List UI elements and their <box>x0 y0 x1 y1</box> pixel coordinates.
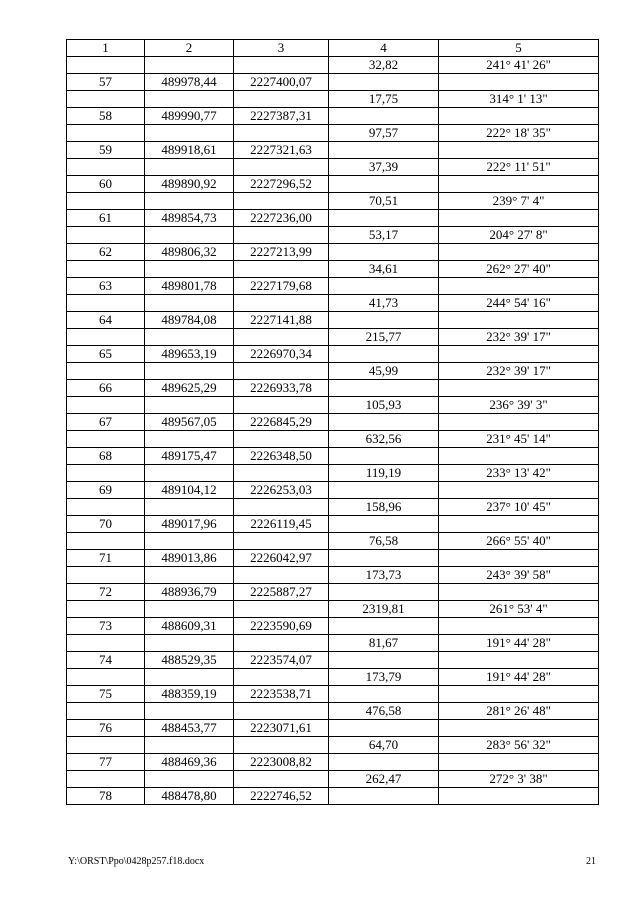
empty-cell <box>439 584 599 601</box>
point-number: 70 <box>67 516 145 533</box>
empty-cell <box>234 771 329 788</box>
segment-row <box>67 533 599 550</box>
point-number: 64 <box>67 312 145 329</box>
empty-cell <box>145 261 234 278</box>
segment-angle: 222° 18' 35" <box>439 125 599 142</box>
header-cell-point: 1 <box>67 40 145 57</box>
segment-length: 262,47 <box>329 771 439 788</box>
point-row <box>67 550 599 567</box>
point-row <box>67 176 599 193</box>
empty-cell <box>439 618 599 635</box>
segment-row <box>67 363 599 380</box>
segment-row <box>67 125 599 142</box>
segment-length: 97,57 <box>329 125 439 142</box>
empty-cell <box>439 244 599 261</box>
segment-row <box>67 227 599 244</box>
point-number: 75 <box>67 686 145 703</box>
segment-angle: 261° 53' 4" <box>439 601 599 618</box>
point-y: 2227400,07 <box>234 74 329 91</box>
point-number: 72 <box>67 584 145 601</box>
segment-length: 53,17 <box>329 227 439 244</box>
empty-cell <box>145 499 234 516</box>
point-row <box>67 210 599 227</box>
empty-cell <box>234 669 329 686</box>
segment-length: 215,77 <box>329 329 439 346</box>
empty-cell <box>329 346 439 363</box>
empty-cell <box>234 193 329 210</box>
empty-cell <box>329 108 439 125</box>
empty-cell <box>67 737 145 754</box>
empty-cell <box>67 771 145 788</box>
empty-cell <box>439 346 599 363</box>
footer-file-path: Y:\ORST\Ppo\0428p257.f18.docx <box>68 856 205 867</box>
point-row <box>67 618 599 635</box>
point-row <box>67 652 599 669</box>
empty-cell <box>234 227 329 244</box>
empty-cell <box>67 431 145 448</box>
segment-row <box>67 703 599 720</box>
point-row <box>67 720 599 737</box>
point-number: 57 <box>67 74 145 91</box>
empty-cell <box>329 414 439 431</box>
empty-cell <box>234 91 329 108</box>
empty-cell <box>145 567 234 584</box>
point-y: 2225887,27 <box>234 584 329 601</box>
point-y: 2226933,78 <box>234 380 329 397</box>
point-y: 2227236,00 <box>234 210 329 227</box>
point-x: 488453,77 <box>145 720 234 737</box>
empty-cell <box>145 465 234 482</box>
empty-cell <box>145 125 234 142</box>
segment-row <box>67 91 599 108</box>
point-number: 59 <box>67 142 145 159</box>
empty-cell <box>329 720 439 737</box>
point-y: 2226042,97 <box>234 550 329 567</box>
empty-cell <box>145 703 234 720</box>
empty-cell <box>439 176 599 193</box>
segment-row <box>67 261 599 278</box>
segment-length: 119,19 <box>329 465 439 482</box>
empty-cell <box>439 414 599 431</box>
segment-row <box>67 193 599 210</box>
segment-row <box>67 397 599 414</box>
segment-length: 45,99 <box>329 363 439 380</box>
empty-cell <box>234 125 329 142</box>
point-row <box>67 244 599 261</box>
segment-length: 70,51 <box>329 193 439 210</box>
empty-cell <box>329 312 439 329</box>
segment-row <box>67 499 599 516</box>
point-y: 2227141,88 <box>234 312 329 329</box>
empty-cell <box>145 91 234 108</box>
segment-angle: 222° 11' 51" <box>439 159 599 176</box>
segment-angle: 241° 41' 26" <box>439 57 599 74</box>
empty-cell <box>67 329 145 346</box>
empty-cell <box>329 380 439 397</box>
segment-angle: 237° 10' 45" <box>439 499 599 516</box>
segment-row <box>67 295 599 312</box>
empty-cell <box>67 601 145 618</box>
empty-cell <box>67 635 145 652</box>
empty-cell <box>145 57 234 74</box>
empty-cell <box>145 533 234 550</box>
segment-length: 32,82 <box>329 57 439 74</box>
empty-cell <box>234 159 329 176</box>
segment-row <box>67 57 599 74</box>
point-row <box>67 142 599 159</box>
empty-cell <box>329 516 439 533</box>
empty-cell <box>439 312 599 329</box>
empty-cell <box>145 227 234 244</box>
point-row <box>67 448 599 465</box>
point-y: 2226253,03 <box>234 482 329 499</box>
empty-cell <box>439 754 599 771</box>
empty-cell <box>67 669 145 686</box>
point-row <box>67 278 599 295</box>
empty-cell <box>67 227 145 244</box>
point-row <box>67 380 599 397</box>
point-x: 489990,77 <box>145 108 234 125</box>
empty-cell <box>234 533 329 550</box>
segment-angle: 191° 44' 28" <box>439 635 599 652</box>
header-cell-y: 3 <box>234 40 329 57</box>
footer-page-number: 21 <box>586 856 596 867</box>
segment-angle: 191° 44' 28" <box>439 669 599 686</box>
point-x: 489978,44 <box>145 74 234 91</box>
point-y: 2226970,34 <box>234 346 329 363</box>
empty-cell <box>234 499 329 516</box>
segment-length: 2319,81 <box>329 601 439 618</box>
segment-angle: 236° 39' 3" <box>439 397 599 414</box>
segment-angle: 283° 56' 32" <box>439 737 599 754</box>
point-number: 78 <box>67 788 145 805</box>
point-x: 488469,36 <box>145 754 234 771</box>
point-x: 488936,79 <box>145 584 234 601</box>
segment-angle: 232° 39' 17" <box>439 363 599 380</box>
point-number: 63 <box>67 278 145 295</box>
point-x: 489806,32 <box>145 244 234 261</box>
point-number: 60 <box>67 176 145 193</box>
point-x: 489175,47 <box>145 448 234 465</box>
point-x: 489104,12 <box>145 482 234 499</box>
empty-cell <box>329 550 439 567</box>
segment-length: 105,93 <box>329 397 439 414</box>
empty-cell <box>67 91 145 108</box>
empty-cell <box>329 142 439 159</box>
point-x: 489625,29 <box>145 380 234 397</box>
point-number: 68 <box>67 448 145 465</box>
empty-cell <box>67 295 145 312</box>
segment-angle: 231° 45' 14" <box>439 431 599 448</box>
point-x: 488529,35 <box>145 652 234 669</box>
point-x: 489653,19 <box>145 346 234 363</box>
segment-angle: 281° 26' 48" <box>439 703 599 720</box>
segment-length: 158,96 <box>329 499 439 516</box>
point-x: 488478,80 <box>145 788 234 805</box>
empty-cell <box>439 516 599 533</box>
empty-cell <box>145 295 234 312</box>
point-row <box>67 516 599 533</box>
point-y: 2222746,52 <box>234 788 329 805</box>
empty-cell <box>234 601 329 618</box>
point-x: 489890,92 <box>145 176 234 193</box>
point-number: 61 <box>67 210 145 227</box>
segment-row <box>67 669 599 686</box>
point-number: 65 <box>67 346 145 363</box>
point-y: 2223008,82 <box>234 754 329 771</box>
table-header-row <box>67 40 599 57</box>
empty-cell <box>329 448 439 465</box>
empty-cell <box>145 397 234 414</box>
point-number: 74 <box>67 652 145 669</box>
point-x: 489801,78 <box>145 278 234 295</box>
empty-cell <box>329 74 439 91</box>
empty-cell <box>329 754 439 771</box>
empty-cell <box>67 193 145 210</box>
empty-cell <box>329 652 439 669</box>
empty-cell <box>329 788 439 805</box>
point-number: 77 <box>67 754 145 771</box>
point-y: 2223071,61 <box>234 720 329 737</box>
segment-row <box>67 465 599 482</box>
header-cell-length: 4 <box>329 40 439 57</box>
empty-cell <box>234 397 329 414</box>
point-x: 488359,19 <box>145 686 234 703</box>
empty-cell <box>234 737 329 754</box>
point-x: 489784,08 <box>145 312 234 329</box>
point-x: 489854,73 <box>145 210 234 227</box>
empty-cell <box>329 686 439 703</box>
segment-length: 632,56 <box>329 431 439 448</box>
empty-cell <box>329 584 439 601</box>
segment-length: 476,58 <box>329 703 439 720</box>
point-row <box>67 346 599 363</box>
empty-cell <box>145 193 234 210</box>
segment-row <box>67 431 599 448</box>
segment-angle: 243° 39' 58" <box>439 567 599 584</box>
empty-cell <box>439 142 599 159</box>
point-row <box>67 584 599 601</box>
point-number: 71 <box>67 550 145 567</box>
segment-row <box>67 635 599 652</box>
empty-cell <box>145 431 234 448</box>
point-x: 488609,31 <box>145 618 234 635</box>
segment-angle: 314° 1' 13" <box>439 91 599 108</box>
point-number: 67 <box>67 414 145 431</box>
point-y: 2227296,52 <box>234 176 329 193</box>
point-row <box>67 414 599 431</box>
empty-cell <box>439 686 599 703</box>
segment-row <box>67 737 599 754</box>
segment-angle: 262° 27' 40" <box>439 261 599 278</box>
segment-row <box>67 159 599 176</box>
segment-angle: 272° 3' 38" <box>439 771 599 788</box>
empty-cell <box>329 278 439 295</box>
segment-length: 17,75 <box>329 91 439 108</box>
empty-cell <box>234 703 329 720</box>
point-row <box>67 108 599 125</box>
empty-cell <box>234 567 329 584</box>
empty-cell <box>439 108 599 125</box>
empty-cell <box>234 261 329 278</box>
empty-cell <box>329 244 439 261</box>
point-y: 2223538,71 <box>234 686 329 703</box>
point-row <box>67 788 599 805</box>
empty-cell <box>145 737 234 754</box>
segment-length: 41,73 <box>329 295 439 312</box>
empty-cell <box>234 295 329 312</box>
empty-cell <box>145 635 234 652</box>
empty-cell <box>439 720 599 737</box>
segment-angle: 204° 27' 8" <box>439 227 599 244</box>
segment-length: 173,79 <box>329 669 439 686</box>
empty-cell <box>234 329 329 346</box>
coordinates-table <box>66 39 599 805</box>
empty-cell <box>439 74 599 91</box>
empty-cell <box>145 363 234 380</box>
segment-angle: 233° 13' 42" <box>439 465 599 482</box>
empty-cell <box>67 465 145 482</box>
point-x: 489567,05 <box>145 414 234 431</box>
empty-cell <box>439 652 599 669</box>
empty-cell <box>67 397 145 414</box>
empty-cell <box>329 210 439 227</box>
empty-cell <box>67 261 145 278</box>
point-y: 2227213,99 <box>234 244 329 261</box>
segment-length: 81,67 <box>329 635 439 652</box>
segment-length: 173,73 <box>329 567 439 584</box>
segment-angle: 239° 7' 4" <box>439 193 599 210</box>
empty-cell <box>67 125 145 142</box>
segment-row <box>67 771 599 788</box>
header-cell-x: 2 <box>145 40 234 57</box>
empty-cell <box>234 635 329 652</box>
point-number: 62 <box>67 244 145 261</box>
empty-cell <box>67 57 145 74</box>
point-number: 76 <box>67 720 145 737</box>
empty-cell <box>145 771 234 788</box>
empty-cell <box>67 703 145 720</box>
point-y: 2226119,45 <box>234 516 329 533</box>
point-y: 2226845,29 <box>234 414 329 431</box>
empty-cell <box>329 482 439 499</box>
point-y: 2227179,68 <box>234 278 329 295</box>
empty-cell <box>145 669 234 686</box>
segment-row <box>67 329 599 346</box>
empty-cell <box>145 601 234 618</box>
point-row <box>67 686 599 703</box>
empty-cell <box>329 618 439 635</box>
point-y: 2227321,63 <box>234 142 329 159</box>
point-number: 69 <box>67 482 145 499</box>
point-x: 489918,61 <box>145 142 234 159</box>
segment-angle: 244° 54' 16" <box>439 295 599 312</box>
empty-cell <box>145 159 234 176</box>
point-number: 66 <box>67 380 145 397</box>
empty-cell <box>439 210 599 227</box>
point-row <box>67 482 599 499</box>
point-y: 2227387,31 <box>234 108 329 125</box>
point-x: 489013,86 <box>145 550 234 567</box>
point-row <box>67 754 599 771</box>
empty-cell <box>439 482 599 499</box>
segment-row <box>67 567 599 584</box>
empty-cell <box>67 499 145 516</box>
empty-cell <box>145 329 234 346</box>
point-y: 2223590,69 <box>234 618 329 635</box>
segment-angle: 232° 39' 17" <box>439 329 599 346</box>
empty-cell <box>67 533 145 550</box>
empty-cell <box>234 465 329 482</box>
empty-cell <box>439 788 599 805</box>
header-cell-angle: 5 <box>439 40 599 57</box>
segment-length: 76,58 <box>329 533 439 550</box>
empty-cell <box>234 363 329 380</box>
point-row <box>67 312 599 329</box>
point-number: 58 <box>67 108 145 125</box>
empty-cell <box>439 278 599 295</box>
empty-cell <box>439 550 599 567</box>
empty-cell <box>67 567 145 584</box>
empty-cell <box>67 363 145 380</box>
point-row <box>67 74 599 91</box>
empty-cell <box>329 176 439 193</box>
coordinates-table-body <box>67 40 599 805</box>
point-y: 2226348,50 <box>234 448 329 465</box>
segment-length: 37,39 <box>329 159 439 176</box>
segment-length: 64,70 <box>329 737 439 754</box>
empty-cell <box>234 431 329 448</box>
point-x: 489017,96 <box>145 516 234 533</box>
segment-angle: 266° 55' 40" <box>439 533 599 550</box>
empty-cell <box>439 448 599 465</box>
segment-length: 34,61 <box>329 261 439 278</box>
empty-cell <box>234 57 329 74</box>
empty-cell <box>67 159 145 176</box>
point-y: 2223574,07 <box>234 652 329 669</box>
empty-cell <box>439 380 599 397</box>
point-number: 73 <box>67 618 145 635</box>
segment-row <box>67 601 599 618</box>
